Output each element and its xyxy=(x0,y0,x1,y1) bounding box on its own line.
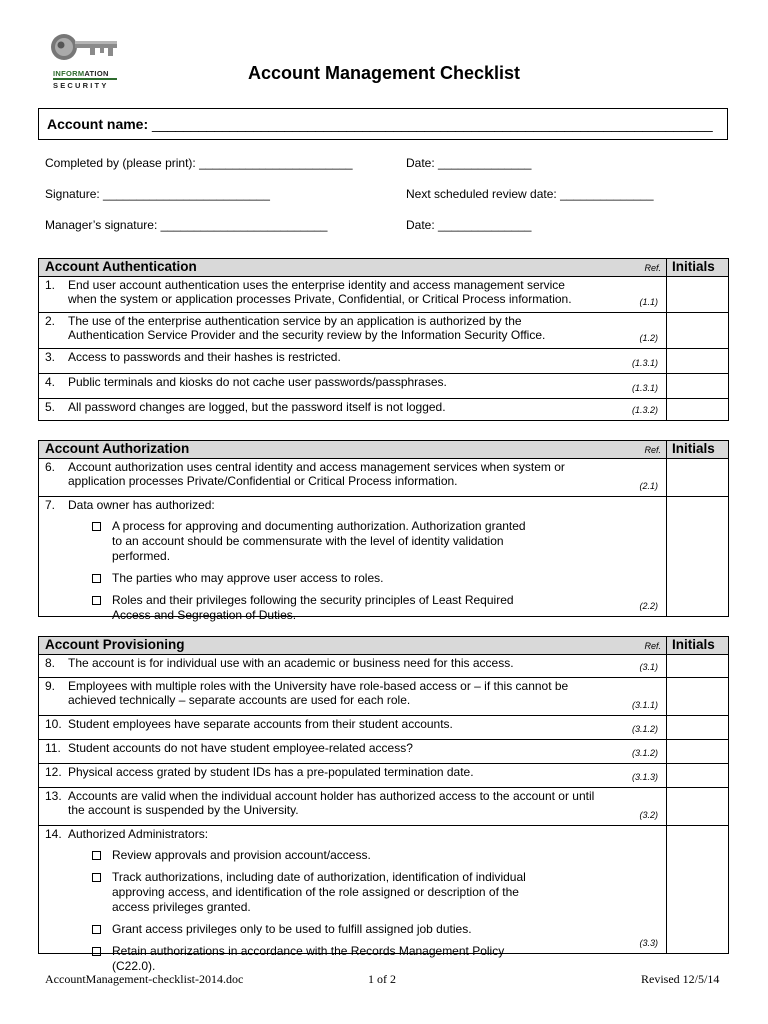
initials-cell[interactable] xyxy=(667,740,729,764)
checklist-row xyxy=(39,497,729,617)
checklist-row xyxy=(39,716,729,740)
item-number: 12. xyxy=(45,765,62,779)
ref-label: Ref. xyxy=(644,445,661,455)
next-review-date-field[interactable]: Next scheduled review date: ______________ xyxy=(406,187,654,201)
sub-item-text: Roles and their privileges following the security principles of Least Required Access and Segregation of Duties. xyxy=(112,593,514,622)
page-title: Account Management Checklist xyxy=(247,63,521,83)
initials-cell[interactable] xyxy=(667,497,729,617)
account-name-line[interactable]: ________________________________________________________________________ xyxy=(152,116,713,132)
section-title: Account Authentication xyxy=(45,259,197,274)
account-name-box[interactable] xyxy=(38,108,728,140)
initials-cell[interactable] xyxy=(667,716,729,740)
checklist-row xyxy=(39,826,729,954)
item-text: Public terminals and kiosks do not cache user passwords/passphrases. xyxy=(68,375,447,389)
checklist-row xyxy=(39,764,729,788)
date-field[interactable]: Date: ______________ xyxy=(406,156,532,170)
footer-revised-date: Revised 12/5/14 xyxy=(641,972,720,986)
checkbox[interactable] xyxy=(92,873,101,882)
item-text: Employees with multiple roles with the University have role-based access or – if this cannot be achieved technically – separate accounts are used for each role. xyxy=(68,679,569,707)
item-ref: (3.1.3) xyxy=(631,772,658,782)
logo-text-security: SECURITY xyxy=(53,81,109,90)
sub-item-text: Retain authorizations in accordance with the Records Management Policy (C22.0). xyxy=(112,944,505,973)
checklist-row xyxy=(39,788,729,826)
signature-field[interactable]: Signature: _________________________ xyxy=(45,187,270,201)
initials-cell[interactable] xyxy=(667,399,729,421)
item-ref: (3.1) xyxy=(639,662,658,672)
sub-item xyxy=(68,571,596,586)
ref-label: Ref. xyxy=(644,641,661,651)
checklist-row xyxy=(39,740,729,764)
information-security-logo xyxy=(50,30,120,94)
checklist-row xyxy=(39,678,729,716)
section-title: Account Provisioning xyxy=(45,637,185,652)
initials-header: Initials xyxy=(667,441,729,459)
item-text: Account authorization uses central identity and access management services when system or application processes Private/Confidential or Critical Process information. xyxy=(68,460,565,488)
checkbox[interactable] xyxy=(92,947,101,956)
item-number: 13. xyxy=(45,789,62,803)
manager-signature-field[interactable]: Manager’s signature: _________________________ xyxy=(45,218,328,232)
initials-cell[interactable] xyxy=(667,655,729,678)
section-authorization xyxy=(38,440,729,622)
logo-text-ation: ATION xyxy=(84,69,109,78)
item-number: 2. xyxy=(45,314,56,328)
item-ref: (3.1.2) xyxy=(631,748,658,758)
checkbox[interactable] xyxy=(92,596,101,605)
item-number: 14. xyxy=(45,827,62,841)
item-ref: (1.3.1) xyxy=(631,358,658,368)
checkbox[interactable] xyxy=(92,925,101,934)
checklist-row xyxy=(39,655,729,678)
item-text: Data owner has authorized: xyxy=(68,498,215,512)
checklist-row xyxy=(39,374,729,399)
item-text: The account is for individual use with an academic or business need for this access. xyxy=(68,656,514,670)
sub-item-text: Review approvals and provision account/access. xyxy=(112,848,371,862)
logo-text-inform: INFORM xyxy=(53,69,85,78)
item-text: Access to passwords and their hashes is restricted. xyxy=(68,350,341,364)
manager-date-field[interactable]: Date: ______________ xyxy=(406,218,532,232)
footer-filename: AccountManagement-checklist-2014.doc xyxy=(45,972,244,986)
item-number: 6. xyxy=(45,460,56,474)
item-ref: (1.2) xyxy=(639,333,658,343)
item-number: 9. xyxy=(45,679,56,693)
item-number: 8. xyxy=(45,656,56,670)
section-provisioning xyxy=(38,636,729,973)
initials-cell[interactable] xyxy=(667,374,729,399)
item-text: Accounts are valid when the individual account holder has authorized access to the account or until the account is suspended by the University. xyxy=(68,789,595,817)
sub-item-text: Track authorizations, including date of authorization, identification of individual approving access, and identification of the role assigned or description of the access privileges granted. xyxy=(112,870,526,914)
item-number: 11. xyxy=(45,741,61,755)
checkbox[interactable] xyxy=(92,522,101,531)
item-number: 5. xyxy=(45,400,56,414)
initials-cell[interactable] xyxy=(667,826,729,954)
initials-cell[interactable] xyxy=(667,277,729,313)
initials-cell[interactable] xyxy=(667,788,729,826)
footer-page-number: 1 of 2 xyxy=(368,972,396,986)
item-text: Physical access grated by student IDs has a pre-populated termination date. xyxy=(68,765,474,779)
initials-header: Initials xyxy=(667,259,729,277)
sub-item xyxy=(68,848,596,863)
item-ref: (1.3.2) xyxy=(631,405,658,415)
sub-item xyxy=(68,519,596,564)
account-name-label: Account name: xyxy=(47,116,149,132)
initials-cell[interactable] xyxy=(667,313,729,349)
item-number: 10. xyxy=(45,717,62,731)
item-ref: (3.1.1) xyxy=(631,700,658,710)
initials-cell[interactable] xyxy=(667,678,729,716)
sub-item xyxy=(68,870,596,915)
section-title: Account Authorization xyxy=(45,441,190,456)
item-text: Authorized Administrators: xyxy=(68,827,209,841)
item-ref: (1.3.1) xyxy=(631,383,658,393)
initials-header: Initials xyxy=(667,637,729,655)
completed-by-field[interactable]: Completed by (please print): _______________________ xyxy=(45,156,353,170)
sub-item-text: Grant access privileges only to be used to fulfill assigned job duties. xyxy=(112,922,472,936)
item-ref: (2.2) xyxy=(639,601,658,611)
initials-cell[interactable] xyxy=(667,459,729,497)
sub-item-text: A process for approving and documenting authorization. Authorization granted to an account should be commensurate with the level of identity validation performed. xyxy=(112,519,526,563)
item-number: 1. xyxy=(45,278,56,292)
checklist-row xyxy=(39,277,729,313)
section-authentication xyxy=(38,258,729,421)
ref-label: Ref. xyxy=(644,263,661,273)
item-number: 7. xyxy=(45,498,56,512)
item-number: 3. xyxy=(45,350,56,364)
sub-item-text: The parties who may approve user access to roles. xyxy=(112,571,384,585)
initials-cell[interactable] xyxy=(667,764,729,788)
checklist-row xyxy=(39,313,729,349)
item-number: 4. xyxy=(45,375,56,389)
item-ref: (1.1) xyxy=(639,297,658,307)
checkbox[interactable] xyxy=(92,851,101,860)
checkbox[interactable] xyxy=(92,574,101,583)
item-text: All password changes are logged, but the password itself is not logged. xyxy=(68,400,446,414)
item-ref: (3.3) xyxy=(639,938,658,948)
item-text: Student employees have separate accounts from their student accounts. xyxy=(68,717,453,731)
checklist-row xyxy=(39,349,729,374)
item-ref: (3.1.2) xyxy=(631,724,658,734)
item-ref: (2.1) xyxy=(639,481,658,491)
item-text: Student accounts do not have student employee-related access? xyxy=(68,741,413,755)
initials-cell[interactable] xyxy=(667,349,729,374)
checklist-row xyxy=(39,459,729,497)
item-text: End user account authentication uses the enterprise identity and access management service when the system or application processes Private, Confidential, or Critical Process information. xyxy=(68,278,572,306)
sub-item xyxy=(68,944,596,974)
checklist-row xyxy=(39,399,729,421)
item-text: The use of the enterprise authentication service by an application is authorized by the Authentication Service Provider and the security review by the Information Security Office. xyxy=(68,314,546,342)
item-ref: (3.2) xyxy=(639,810,658,820)
sub-item xyxy=(68,593,596,623)
sub-item xyxy=(68,922,596,937)
